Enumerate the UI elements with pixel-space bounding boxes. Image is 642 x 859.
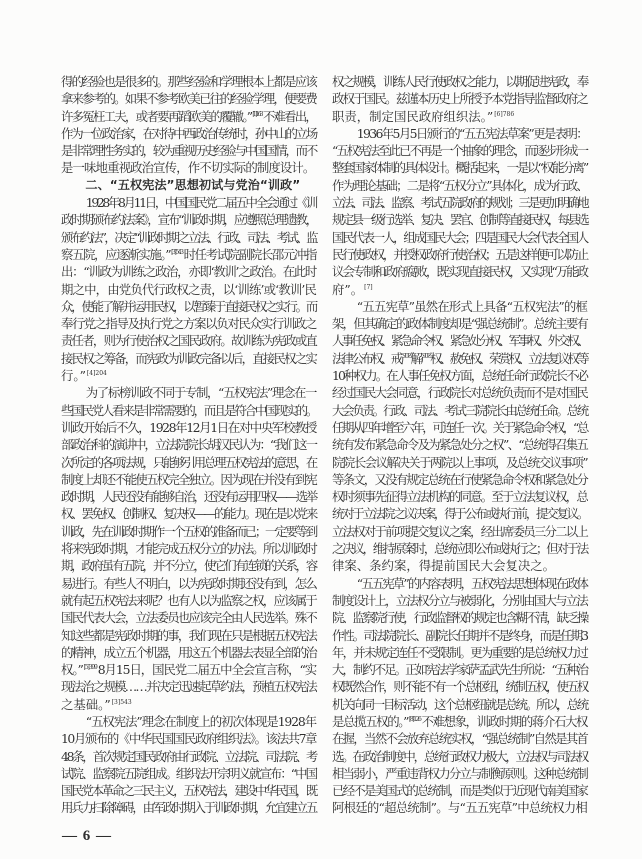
paragraph (61, 384, 316, 713)
text-line: 政权于国民。兹谨本历史上所授予本党指导监督政府之 (332, 91, 587, 107)
text-line: 为了标榜训政不同于专制，“五权宪法”理念在一 (85, 385, 316, 401)
text-line: 是一味地重视政治宣传，作不切实际的制度设计。 (61, 160, 315, 176)
text-line: 权既然合作，则不能不有一个总枢纽，统制五权，使五权 (332, 679, 587, 695)
citation-superscript: [1]163 (252, 110, 262, 118)
text-line: 出：“训政为训练之政治，亦即‘教训’之政治。在此时 (61, 264, 316, 280)
text-line: 立法权对于前项提交复议之案，经出席委员三分二以上 (332, 523, 587, 539)
left-column (61, 73, 316, 817)
citation-superscript: [6]786 (494, 110, 515, 118)
text-line: 现法治之规模……并决定迅速起草约法，预植五权宪法 (61, 679, 316, 695)
text-line: 颁布约法”，决定“训政时期之立法、行政、司法、考试、监 (61, 229, 316, 245)
text-line: 国民代表一人，组成国民大会；四是国民大会代表全国人 (332, 229, 587, 245)
text-line: 已经不是美国式的总统制，而是类似于近现代南美国家 (332, 783, 587, 799)
text-line: 架，但其确定的政体制度却是“强总统制”。总统主要有 (332, 316, 587, 332)
text-line: 知这些都是宪政时期的事，我们现在只是根据五权宪法 (61, 627, 316, 643)
text-line: 期，政府虽有五院，并不分立，使它们有连锁的关系，容 (61, 558, 316, 574)
text-line: 许多冤枉工夫，或者要再蹈欧美的覆辙。”$^{[1]163}$不难看出， (61, 108, 316, 124)
text-line: 政时期颁布约法案》，宣布“训政时期，应遵照总理遗教， (61, 212, 316, 228)
text-line: 在握，当然不会放弃总统实权，“强总统制”自然是其首 (332, 731, 587, 747)
text-line: “五权宪法”理念在制度上的初次体现是1928年 (85, 713, 316, 729)
text-line: 权之规模，训练人民行使政权之能力，以期促进宪政，奉 (332, 74, 587, 89)
citation-superscript: [3]543 (111, 698, 132, 706)
text-line: 的精神，成立五个机器，用这五个机器去表显全部的治 (61, 644, 316, 660)
text-line: 作为理论基础；二是将“五权分立”具体化，成为行政、 (332, 177, 587, 193)
text-line: 院、监察院行使，行政监督权的规定也含糊不清，缺乏操 (332, 610, 587, 626)
text-line: 职责，制定国民政府组织法。”$^{[6]786}$ (332, 108, 515, 124)
citation-superscript: [5]399 (83, 664, 97, 672)
text-line: 大会负责。行政、司法、考试三院院长由总统任命。总统 (332, 402, 587, 418)
text-line: 作性。司法院院长、副院长任期并不是终身，而是任期3 (332, 627, 587, 643)
text-line: 相当弱小，严重违背权力分立与制衡原则。这种总统制 (332, 765, 587, 781)
citation-superscript: [8]126 (409, 715, 421, 723)
text-line: 政时期，人民还没有能够自治，还没有运用四权——选举 (61, 489, 316, 505)
text-line: 之基础。”$^{[3]543}$ (61, 696, 132, 712)
text-line: 府”。[7] (332, 281, 373, 297)
text-line: 易进行。有些人不明白，以为宪政时期还没有到，怎么 (61, 575, 316, 591)
text-line: 10月颁布的《中华民国国民政府组织法》。该法共7章 (61, 731, 316, 747)
text-line: 经过国民大会同意，行政院长对总统负责而不是对国民 (332, 385, 587, 401)
text-line: 1936年5月5日颁行的“五五宪法草案”更是表明： (356, 125, 587, 141)
text-line: 年，并未规定连任不受限制。更为重要的是总统权力过 (332, 644, 587, 660)
text-line: 1928年8月11日，中国国民党二届五中全会通过《训 (85, 195, 316, 211)
text-line: 权。”$^{[5]399}$8月15日，国民党二届五中全会宣言称，“实 (61, 662, 316, 678)
text-line: “五权宪法至此已不再是一个抽象的理念，而逐步形成一 (332, 143, 587, 159)
text-line: 用兵力扫除障碍，由军政时期入于训政时期，允宜建立五 (61, 800, 316, 816)
paragraph (332, 125, 587, 298)
text-line: 机关向同一目标活动，这个总枢纽就是总统。所以，总统 (332, 696, 587, 712)
citation-superscript: [7] (364, 283, 373, 291)
paragraph (61, 194, 316, 384)
text-line: 试院、监察院五院组成。组织法开宗明义就宣布：“中国 (61, 765, 316, 781)
paragraph (332, 298, 587, 575)
text-line: 行。”$^{[4]204}$ (61, 368, 107, 384)
text-line: 训政开始后不久，1928年12月1日在对中央军校教授 (61, 419, 316, 435)
text-line: “五五宪草”的内容表明，五权宪法思想体现在政体 (356, 575, 587, 591)
paragraph (332, 575, 587, 817)
text-line: “五五宪草”虽然在形式上具备“五权宪法”的框 (356, 298, 587, 314)
text-line: 统有发布紧急命令及为紧急处分之权”、“总统得召集五 (332, 437, 587, 453)
text-line: 阿根廷的“超总统制”。与“五五宪草”中总统权力相 (332, 800, 587, 816)
text-line: 得的经验也是很多的。那些经验和学理根本上都是应该 (61, 74, 316, 89)
paragraph (332, 73, 587, 125)
paragraph (61, 713, 316, 817)
text-line: 制度上却还不能使五权完全独立。因为现在并没有到宪 (61, 471, 316, 487)
text-line: 作为一位政治家，在对待中西政治传统时，孙中山的立场 (61, 125, 316, 141)
text-line: 48条，首次规定国民政府由行政院、立法院、司法院、考 (61, 748, 316, 764)
text-line: 院院长会议解决关于两院以上事项，及总统交议事项” (332, 454, 587, 470)
text-line: 律案、条约案，得提前国民大会复决之。 (332, 558, 556, 574)
text-line: 接民权之筹备，而宪政为训政完备以后，直接民权之实 (61, 350, 316, 366)
text-line: 期之中，由党负代行政权之责，以‘训练’或‘教训’民 (61, 281, 316, 297)
text-line: 选。在政治制度中，总统行政权力极大，立法权与司法权 (332, 748, 587, 764)
text-line: 部政治科的演讲中，立法院院长胡汉民认为：“我们这一 (61, 437, 316, 453)
text-line: 众，使能了解并运用民权，以暂臻于直接民权之实行。而 (61, 298, 316, 314)
section-heading (61, 177, 316, 194)
text-line: 训政，先在训政时期作一个五权的准备而已；一定要等到 (61, 523, 316, 539)
text-line: 次所定的各项法规，只能够引用总理五权宪法的意思，在 (61, 454, 316, 470)
right-column (332, 73, 587, 817)
text-line: 大，制约不足。正如宪法学家萨孟武先生所说：“五种治 (332, 662, 587, 678)
text-line: 将来宪政时期，才能完成五权分立的办法。所以训政时 (61, 541, 316, 557)
text-line: 拿来参考的。如果不参考欧美已往的经验学理，便要费 (61, 91, 316, 107)
text-line: 是非常理性务实的，较为重视历史经验与中国国情，而不 (61, 143, 316, 159)
text-line: 察五院，应逐渐实施。”$^{[3]543}$时任考试院副院长邵元冲指 (61, 246, 316, 262)
text-line: 立法、司法、监察、考试五院政府的规划；三是更加明确地 (332, 195, 587, 211)
text-line: 10种权力。在人事任免权方面，总统任命行政院长不必 (332, 368, 587, 384)
text-line: 之决议，维持原案时，总统应即公布或执行之；但对于法 (332, 541, 587, 557)
text-line: 统对于立法院之议决案，得于公布或执行前，提交复议。 (332, 506, 587, 522)
text-line: 国民代表大会，立法委员也应该完全由人民选举。殊不 (61, 610, 316, 626)
text-line: 任期从四年增至六年，可连任一次。关于紧急命令权，“总 (332, 419, 587, 435)
text-line: 就有起五权宪法来呢？也有人以为监察之权，应该属于 (61, 592, 316, 608)
text-line: 奉行党之指导及执行党之方案以负对民众实行训政之 (61, 316, 316, 332)
text-line: 法律公布权、戒严解严权、赦免权、荣赏权、立法复议权等 (332, 350, 587, 366)
page-number: — 6 — (62, 828, 112, 844)
text-line: 等条文，又没有规定总统在行使紧急命令权和紧急处分 (332, 471, 587, 487)
paragraph (61, 73, 316, 177)
text-line: 制度设计上，立法权分立与被弱化，分别由国大与立法 (332, 592, 587, 608)
text-line: 议会专制和政府腐败，既实现直接民权，又实现“万能政 (332, 264, 587, 280)
text-line: 人事任免权、紧急命令权、紧急处分权、军事权、外交权、 (332, 333, 587, 349)
text-line: 是总揽五权的。”$^{[8]126}$不难想象，训政时期的蒋介石大权 (332, 713, 587, 729)
citation-superscript: [3]543 (171, 248, 183, 256)
citation-superscript: [4]204 (86, 370, 107, 378)
text-line: 民行使政权，并授权政府行使治权；五是这样便可以防止 (332, 246, 587, 262)
text-line: 权时须事先征得立法机构的同意。至于立法复议权，总 (332, 489, 587, 505)
text-line: 整套国家体制的具体设计。概括起来，一是以“权能分离” (332, 160, 587, 176)
text-line: 二、“五权宪法”思想初试与党治“训政” (85, 177, 301, 192)
text-line: 国民党本革命之三民主义，五权宪法，建设中华民国，既 (61, 783, 316, 799)
text-line: 些国民党人看来是非常需要的，而且是符合中国现实的。 (61, 402, 316, 418)
text-line: 规定县一级行选举、复决、罢官、创制等直接民权，每县选 (332, 212, 587, 228)
text-line: 权、罢免权、创制权、复决权——的能力。现在是以党来 (61, 506, 316, 522)
text-line: 责任者，则为行使治权之国民政府。故训练为宪政或直 (61, 333, 316, 349)
